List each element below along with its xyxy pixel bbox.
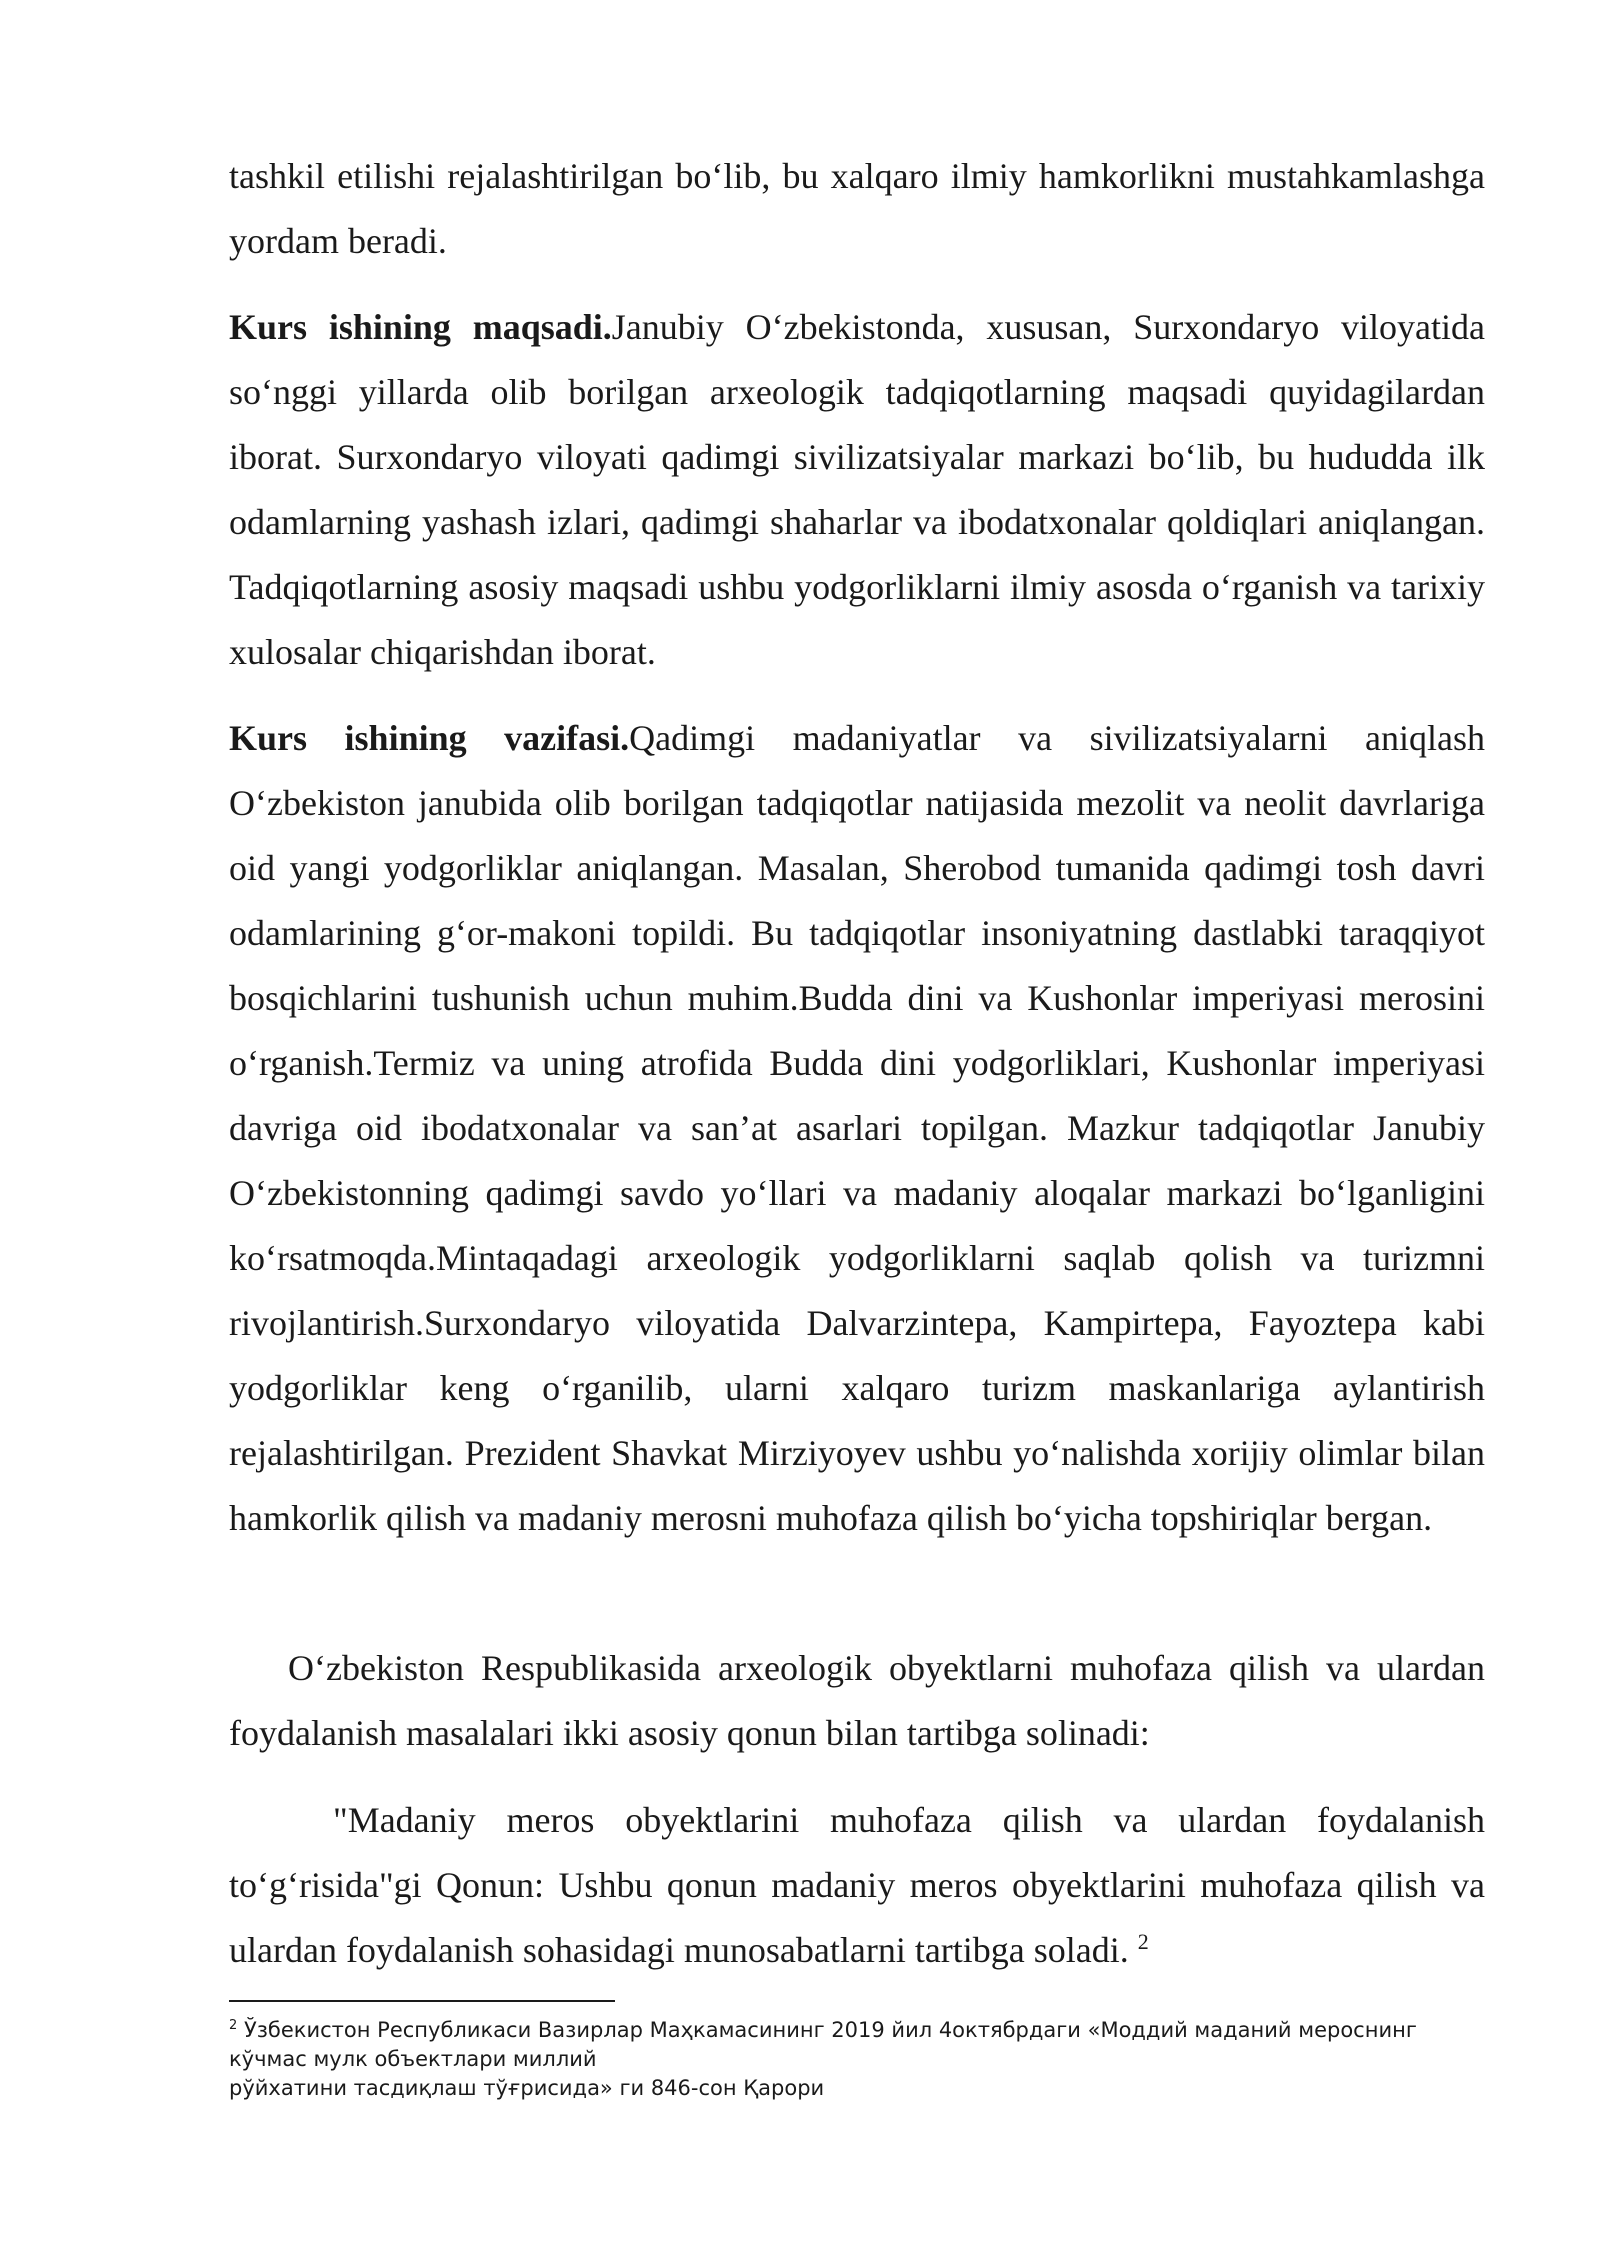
- footnote-line-2: кўчмас мулк объектлари миллий: [229, 2047, 597, 2071]
- paragraph-text: tashkil etilishi rejalashtirilgan bo‘lib, bu xalqaro ilmiy hamkorlikni mustahkamlashga yordam beradi.: [229, 156, 1485, 261]
- paragraph-text: Qadimgi madaniyatlar va sivilizatsiyalarni aniqlash O‘zbekiston janubida olib borilgan tadqiqotlar natijasida mezolit va neolit davrlariga oid yangi yodgorliklar aniqlangan. Masalan, Sherobod tumanida qadimgi tosh davri odamlarining g‘or-makoni topildi. Bu tadqiqotlar insoniyatning dastlabki taraqqiyot bosqichlarini tushunish uchun muhim.Budda dini va Kushonlar imperiyasi merosini o‘rganish.Termiz va uning atrofida Budda dini yodgorliklari, Kushonlar imperiyasi davriga oid ibodatxonalar va san’at asarlari topilgan. Mazkur tadqiqotlar Janubiy O‘zbekistonning qadimgi savdo yo‘llari va madaniy aloqalar markazi bo‘lganligini ko‘rsatmoqda.Mintaqadagi arxeologik yodgorliklarni saqlab qolish va turizmni rivojlantirish.Surxondaryo viloyatida Dalvarzintepa, Kampirtepa, Fayoztepa kabi yodgorliklar keng o‘rganilib, ularni xalqaro turizm maskanlariga aylantirish rejalashtirilgan. Prezident Shavkat Mirziyoyev ushbu yo‘nalishda xorijiy olimlar bilan hamkorlik qilish va madaniy merosni muhofaza qilish bo‘yicha topshiriqlar bergan.: [229, 718, 1485, 1538]
- paragraph-text: "Madaniy meros obyektlarini muhofaza qilish va ulardan foydalanish to‘g‘risida"gi Qonun: Ushbu qonun madaniy meros obyektlarini muhofaza qilish va ulardan foydalanish sohasidagi munosabatlarni tartibga soladi.: [229, 1800, 1485, 1970]
- footnote-separator: [229, 2000, 615, 2002]
- footnote-line-3: рўйхатини тасдиқлаш тўғрисида» ги 846-сон Қарори: [229, 2076, 825, 2100]
- paragraph-heritage-law: [229, 1788, 1485, 1983]
- paragraph-intro-continuation: [229, 144, 1485, 274]
- paragraph-course-tasks: [229, 706, 1485, 1551]
- footnote: [229, 2016, 1485, 2103]
- paragraph-laws-intro: [229, 1636, 1485, 1766]
- paragraph-text: Janubiy O‘zbekistonda, xususan, Surxondaryo viloyatida so‘nggi yillarda olib borilgan arxeologik tadqiqotlarning maqsadi quyidagilardan iborat. Surxondaryo viloyati qadimgi sivilizatsiyalar markazi bo‘lib, bu hududda ilk odamlarning yashash izlari, qadimgi shaharlar va ibodatxonalar qoldiqlari aniqlangan. Tadqiqotlarning asosiy maqsadi ushbu yodgorliklarni ilmiy asosda o‘rganish va tarixiy xulosalar chiqarishdan iborat.: [229, 307, 1485, 672]
- footnote-number: 2: [229, 2018, 238, 2033]
- paragraph-heading: Kurs ishining vazifasi.: [229, 718, 630, 758]
- footnote-reference[interactable]: 2: [1137, 1929, 1149, 1954]
- paragraph-heading: Kurs ishining maqsadi.: [229, 307, 612, 347]
- paragraph-course-goal: [229, 295, 1485, 685]
- footnote-line-1: [229, 2016, 1485, 2045]
- paragraph-text: O‘zbekiston Respublikasida arxeologik obyektlarni muhofaza qilish va ulardan foydalanish masalalari ikki asosiy qonun bilan tartibga solinadi:: [229, 1648, 1485, 1753]
- footnote-text: Ўзбекистон Республикаси Вазирлар Маҳкамасининг 2019 йил 4октябрдаги «Моддий маданий мероснинг: [243, 2018, 1417, 2042]
